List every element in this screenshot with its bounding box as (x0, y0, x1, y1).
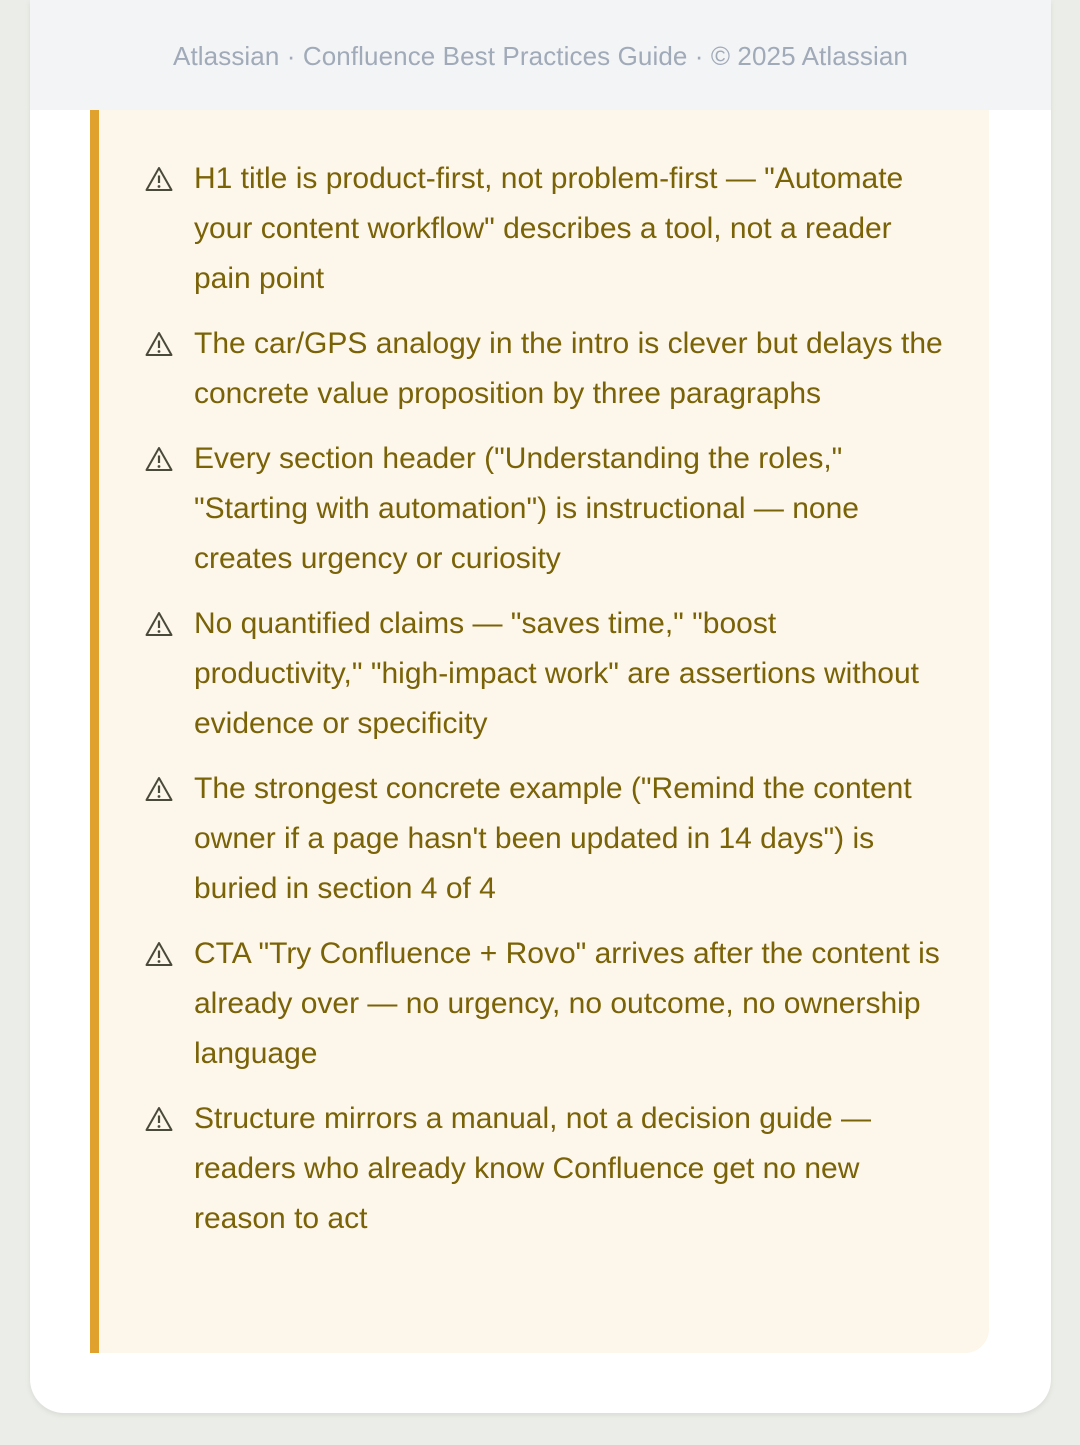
warning-icon (145, 434, 179, 484)
list-item (145, 434, 949, 584)
issue-text: CTA "Try Confluence + Rovo" arrives after the content is already over — no urgency, no outcome, no ownership language (194, 937, 940, 1070)
list-item (145, 319, 949, 419)
list-item (145, 764, 949, 914)
content-card (30, 0, 1051, 1413)
warning-callout (90, 110, 989, 1353)
warning-icon (145, 599, 179, 649)
issue-text: No quantified claims — "saves time," "boost productivity," "high-impact work" are assertions without evidence or specificity (194, 607, 920, 740)
warning-icon (145, 154, 179, 204)
issue-text: The car/GPS analogy in the intro is clever but delays the concrete value proposition by three paragraphs (194, 327, 943, 410)
page-footer (30, 0, 1051, 110)
footer-text: Atlassian · Confluence Best Practices Guide · © 2025 Atlassian (173, 40, 908, 71)
issue-text: Every section header ("Understanding the roles," "Starting with automation") is instructional — none creates urgency or curiosity (194, 442, 859, 575)
warning-icon (145, 764, 179, 814)
issue-text: The strongest concrete example ("Remind the content owner if a page hasn't been updated in 14 days") is buried in section 4 of 4 (194, 772, 912, 905)
list-item (145, 929, 949, 1079)
warning-icon (145, 319, 179, 369)
issue-text: H1 title is product-first, not problem-first — "Automate your content workflow" describes a tool, not a reader pain point (194, 162, 904, 295)
issue-list (145, 154, 949, 1244)
list-item (145, 1094, 949, 1244)
issue-text: Structure mirrors a manual, not a decision guide — readers who already know Confluence get no new reason to act (194, 1102, 871, 1235)
list-item (145, 599, 949, 749)
warning-icon (145, 1094, 179, 1144)
list-item (145, 154, 949, 304)
warning-icon (145, 929, 179, 979)
